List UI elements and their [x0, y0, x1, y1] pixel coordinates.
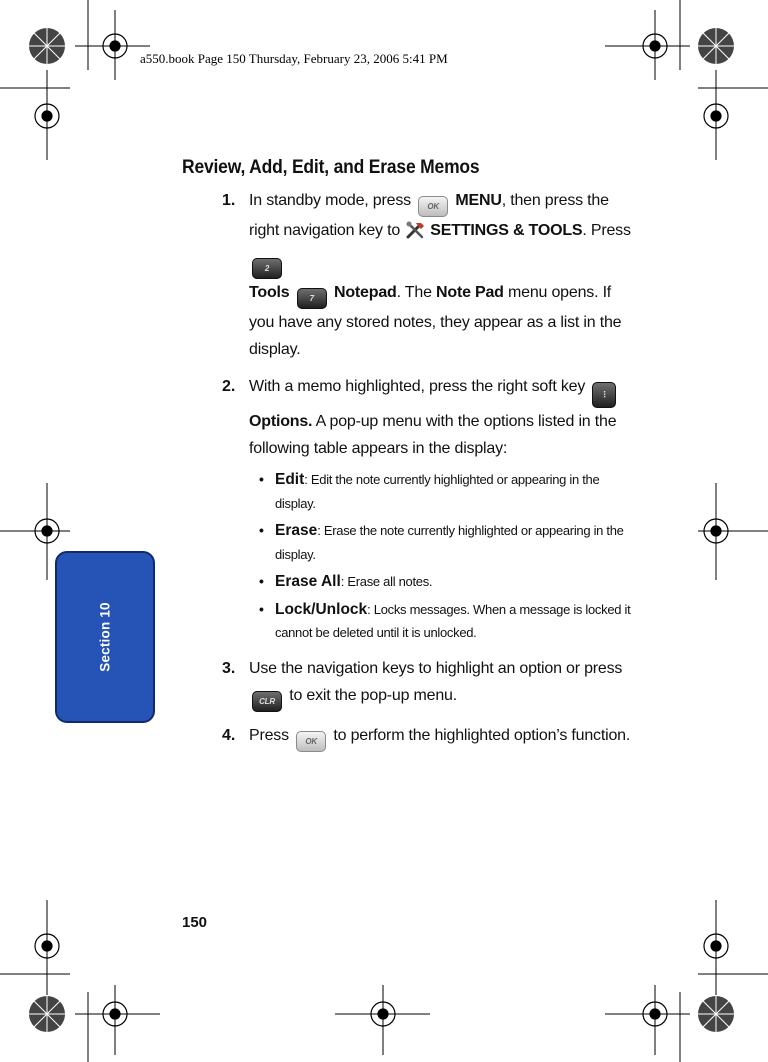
step-text-part: , then press the right navigation key to	[249, 192, 609, 239]
settings-tools-icon	[405, 220, 427, 249]
tools-label: Tools	[249, 284, 290, 301]
step-number: 4.	[222, 726, 236, 744]
option-description: : Locks messages. When a message is locked it cannot be deleted until it is unlocked.	[275, 601, 631, 640]
option-edit	[249, 468, 641, 515]
settings-tools-label: SETTINGS & TOOLS	[430, 222, 583, 239]
clr-key-icon: CLR	[252, 691, 282, 712]
section-tab-label: Section 10	[97, 602, 113, 672]
step-text-part: In standby mode, press	[249, 192, 416, 209]
option-erase	[249, 519, 641, 566]
option-description: : Edit the note currently highlighted or appearing in the display.	[275, 472, 600, 511]
option-description: : Erase all notes.	[340, 574, 433, 589]
step-text	[249, 722, 639, 752]
steps-list	[182, 187, 652, 752]
key-2-icon: 2	[252, 258, 282, 279]
page-number: 150	[182, 914, 208, 931]
step-text-part: . The	[396, 284, 437, 301]
bullet-icon: •	[259, 600, 264, 617]
option-lock-unlock	[249, 598, 641, 645]
step-text-part: Press	[249, 726, 294, 744]
step-text-part: Use the navigation keys to highlight an option or press	[249, 659, 623, 677]
step-text	[249, 655, 639, 712]
section-tab	[55, 551, 155, 723]
key-7-icon: 7	[297, 288, 327, 309]
option-term: Erase	[275, 522, 318, 539]
bullet-icon: •	[259, 522, 264, 538]
option-term: Erase All	[275, 573, 341, 590]
step-number: 3.	[222, 659, 236, 677]
bullet-icon: •	[259, 573, 264, 589]
step-3	[182, 655, 652, 712]
book-header-stamp: a550.book Page 150 Thursday, February 23, 2006 5:41 PM	[140, 51, 448, 66]
right-soft-key-icon: ⋮	[592, 382, 616, 408]
step-text-part: to exit the pop-up menu.	[285, 686, 458, 704]
notepad-label: Notepad	[333, 284, 397, 301]
ok-key-icon: OK	[296, 731, 326, 752]
step-number: 2.	[222, 378, 236, 395]
ok-key-icon: OK	[418, 196, 448, 217]
note-pad-label: Note Pad	[436, 284, 504, 301]
options-list	[249, 468, 652, 645]
step-2	[182, 373, 652, 645]
step-4	[182, 722, 652, 752]
step-text	[249, 187, 639, 363]
section-heading: Review, Add, Edit, and Erase Memos	[182, 157, 480, 178]
options-label: Options.	[249, 413, 313, 430]
step-text-part: With a memo highlighted, press the right soft key	[249, 378, 590, 395]
step-1	[182, 187, 652, 363]
option-description: : Erase the note currently highlighted or appearing in the display.	[275, 523, 624, 562]
menu-label: MENU	[455, 192, 502, 209]
step-text-part: A pop-up menu with the options listed in the following table appears in the display:	[249, 413, 617, 457]
step-text	[249, 373, 639, 462]
step-text-part: to perform the highlighted option’s function.	[329, 726, 631, 744]
step-number: 1.	[222, 192, 236, 209]
page-content	[182, 157, 652, 762]
bullet-icon: •	[259, 471, 264, 487]
step-text-part: menu opens. If you have any stored notes, they appear as a list in the display.	[249, 284, 622, 358]
option-term: Lock/Unlock	[275, 600, 368, 618]
option-term: Edit	[275, 471, 305, 488]
step-text-part: . Press	[582, 222, 631, 239]
option-erase-all	[249, 570, 641, 594]
